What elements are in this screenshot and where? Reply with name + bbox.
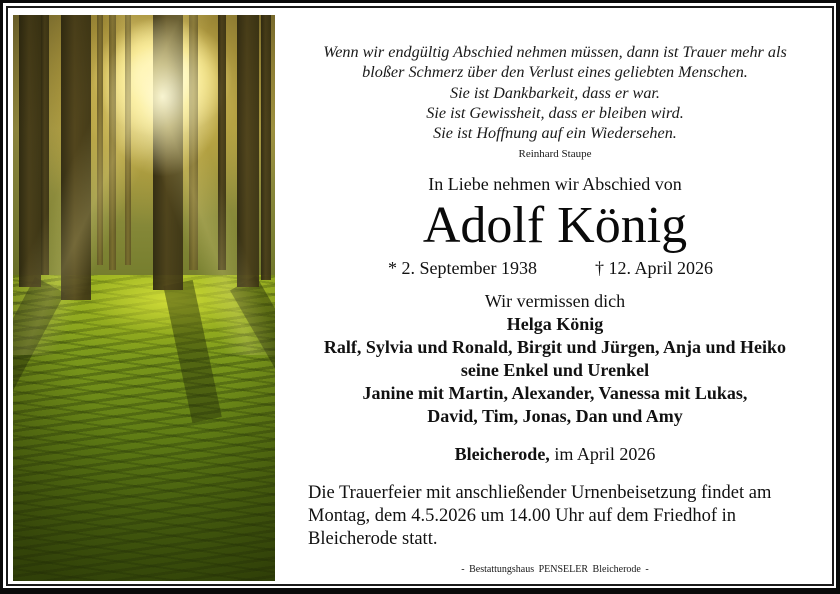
quote-line: Sie ist Gewissheit, dass er bleiben wird. (426, 103, 684, 122)
mourner-line: Janine mit Martin, Alexander, Vanessa mit Lukas, (362, 383, 748, 404)
mourner-line: Ralf, Sylvia und Ronald, Birgit und Jürgen, Anja und Heiko (323, 337, 787, 358)
ceremony-line: Montag, dem 4.5.2026 um 14.00 Uhr auf dem Friedhof in (308, 506, 737, 526)
birth-date: * 2. September 1938 (388, 258, 537, 278)
forest-photo (13, 15, 275, 581)
place-name: Bleicherode, (454, 444, 550, 464)
quote-line: Wenn wir endgültig Abschied nehmen müssen, dann ist Trauer mehr als (323, 43, 787, 61)
mourner-line: Helga König (506, 314, 604, 335)
death-date: † 12. April 2026 (595, 258, 714, 278)
mourners-intro: Wir vermissen dich (484, 291, 626, 311)
quote-author: Reinhard Staupe (518, 148, 592, 160)
funeral-home-footer: - Bestattungshaus PENSELER Bleicherode - (461, 564, 649, 575)
obituary-text (290, 0, 820, 594)
mourner-line: seine Enkel und Urenkel (460, 360, 650, 381)
quote-line: Sie ist Dankbarkeit, dass er war. (450, 83, 660, 102)
quote-line: bloßer Schmerz über den Verlust eines geliebten Menschen. (362, 63, 748, 82)
place-date-line (290, 443, 820, 465)
ceremony-notice (308, 482, 808, 551)
place-date: im April 2026 (554, 444, 656, 464)
ceremony-line: Bleicherode statt. (308, 529, 438, 549)
mourner-line: David, Tim, Jonas, Dan und Amy (427, 406, 683, 427)
farewell-intro: In Liebe nehmen wir Abschied von (428, 174, 682, 194)
mourners-list (290, 290, 820, 429)
deceased-name: Adolf König (422, 197, 688, 254)
memorial-quote (290, 42, 820, 143)
quote-line: Sie ist Hoffnung auf ein Wiedersehen. (433, 124, 677, 143)
ceremony-line: Die Trauerfeier mit anschließender Urnenbeisetzung findet am (308, 483, 772, 503)
photo-vignette (13, 15, 275, 581)
